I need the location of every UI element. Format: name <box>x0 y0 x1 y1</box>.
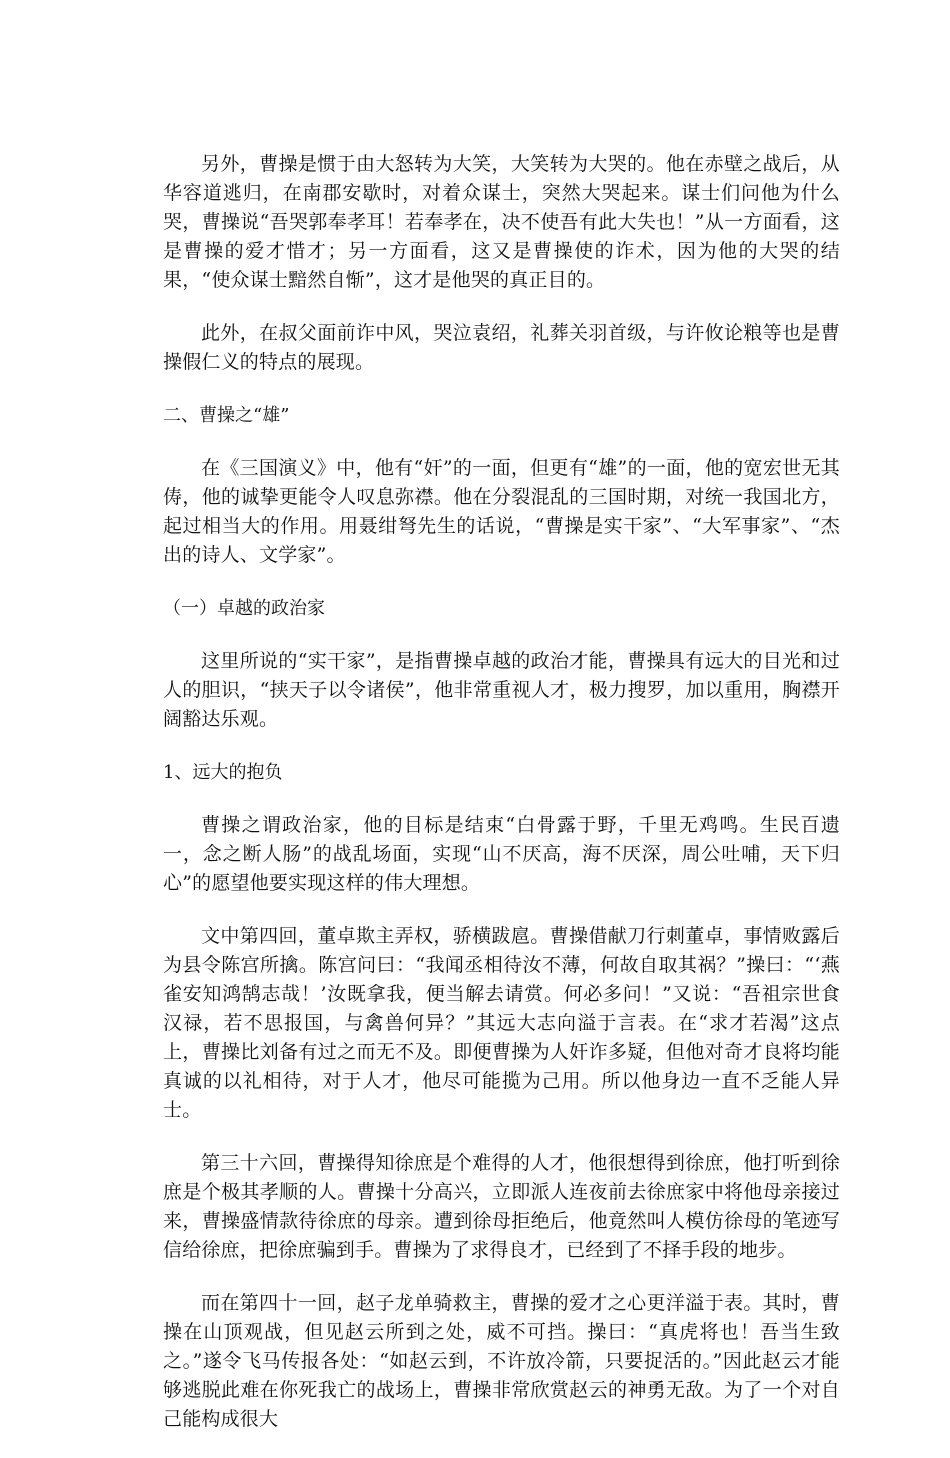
paragraph: 这里所说的“实干家”，是指曹操卓越的政治才能，曹操具有远大的目光和过人的胆识，“挟天子以令诸侯”，他非常重视人才，极力搜罗，加以重用，胸襟开阔豁达乐观。 <box>163 650 840 730</box>
section-heading: 二、曹操之“雄” <box>163 405 290 426</box>
document-body <box>163 150 840 1458</box>
paragraph: 在《三国演义》中，他有“奸”的一面，但更有“雄”的一面，他的宽宏世无其俦，他的诚挚更能令人叹息弥襟。他在分裂混乱的三国时期，对统一我国北方，起过相当大的作用。用聂绀弩先生的话说，“曹操是实干家”、“大军事家”、“杰出的诗人、文学家”。 <box>163 457 840 566</box>
paragraph: 曹操之谓政治家，他的目标是结束“白骨露于野，千里无鸡鸣。生民百遗一，念之断人肠”的战乱场面，实现“山不厌高，海不厌深，周公吐哺，天下归心”的愿望他要实现这样的伟大理想。 <box>163 814 840 894</box>
paragraph: 文中第四回，董卓欺主弄权，骄横跋扈。曹操借献刀行刺董卓，事情败露后为县令陈宫所擒。陈宫问曰：“我闻丞相待汝不薄，何故自取其祸？”操曰：“‘燕雀安知鸿鹄志哉！’汝既拿我，便当解去请赏。何必多问！”又说：“吾祖宗世食汉禄，若不思报国，与禽兽何异？”其远大志向溢于言表。在“求才若渴”这点上，曹操比刘备有过之而无不及。即便曹操为人奸诈多疑，但他对奇才良将均能真诚的以礼相待，对于人才，他尽可能揽为己用。所以他身边一直不乏能人异士。 <box>163 925 840 1121</box>
paragraph: 第三十六回，曹操得知徐庶是个难得的人才，他很想得到徐庶，他打听到徐庶是个极其孝顺的人。曹操十分高兴，立即派人连夜前去徐庶家中将他母亲接过来，曹操盛情款待徐庶的母亲。遭到徐母拒绝后，他竟然叫人模仿徐母的笔迹写信给徐庶，把徐庶骗到手。曹操为了求得良才，已经到了不择手段的地步。 <box>163 1152 840 1261</box>
paragraph: 而在第四十一回，赵子龙单骑救主，曹操的爱才之心更洋溢于表。其时，曹操在山顶观战，但见赵云所到之处，威不可挡。操曰：“真虎将也！吾当生致之。”遂令飞马传报各处：“如赵云到，不许放冷箭，只要捉活的。”因此赵云才能够逃脱此难在你死我亡的战场上，曹操非常欣赏赵云的神勇无敌。为了一个对自己能构成很大 <box>163 1292 840 1430</box>
paragraph: 另外，曹操是惯于由大怒转为大笑，大笑转为大哭的。他在赤壁之战后，从华容道逃归，在南郡安歇时，对着众谋士，突然大哭起来。谋士们问他为什么哭，曹操说“吾哭郭奉孝耳！若奉孝在，决不使吾有此大失也！”从一方面看，这是曹操的爱才惜才；另一方面看，这又是曹操使的诈术，因为他的大哭的结果，“使众谋士黯然自惭”，这才是他哭的真正目的。 <box>163 153 840 291</box>
subsection-heading: 1、远大的抱负 <box>163 762 283 783</box>
subsection-heading: （一）卓越的政治家 <box>163 598 325 619</box>
paragraph: 此外，在叔父面前诈中风，哭泣袁绍，礼葬关羽首级，与许攸论粮等也是曹操假仁义的特点的展现。 <box>163 322 840 373</box>
